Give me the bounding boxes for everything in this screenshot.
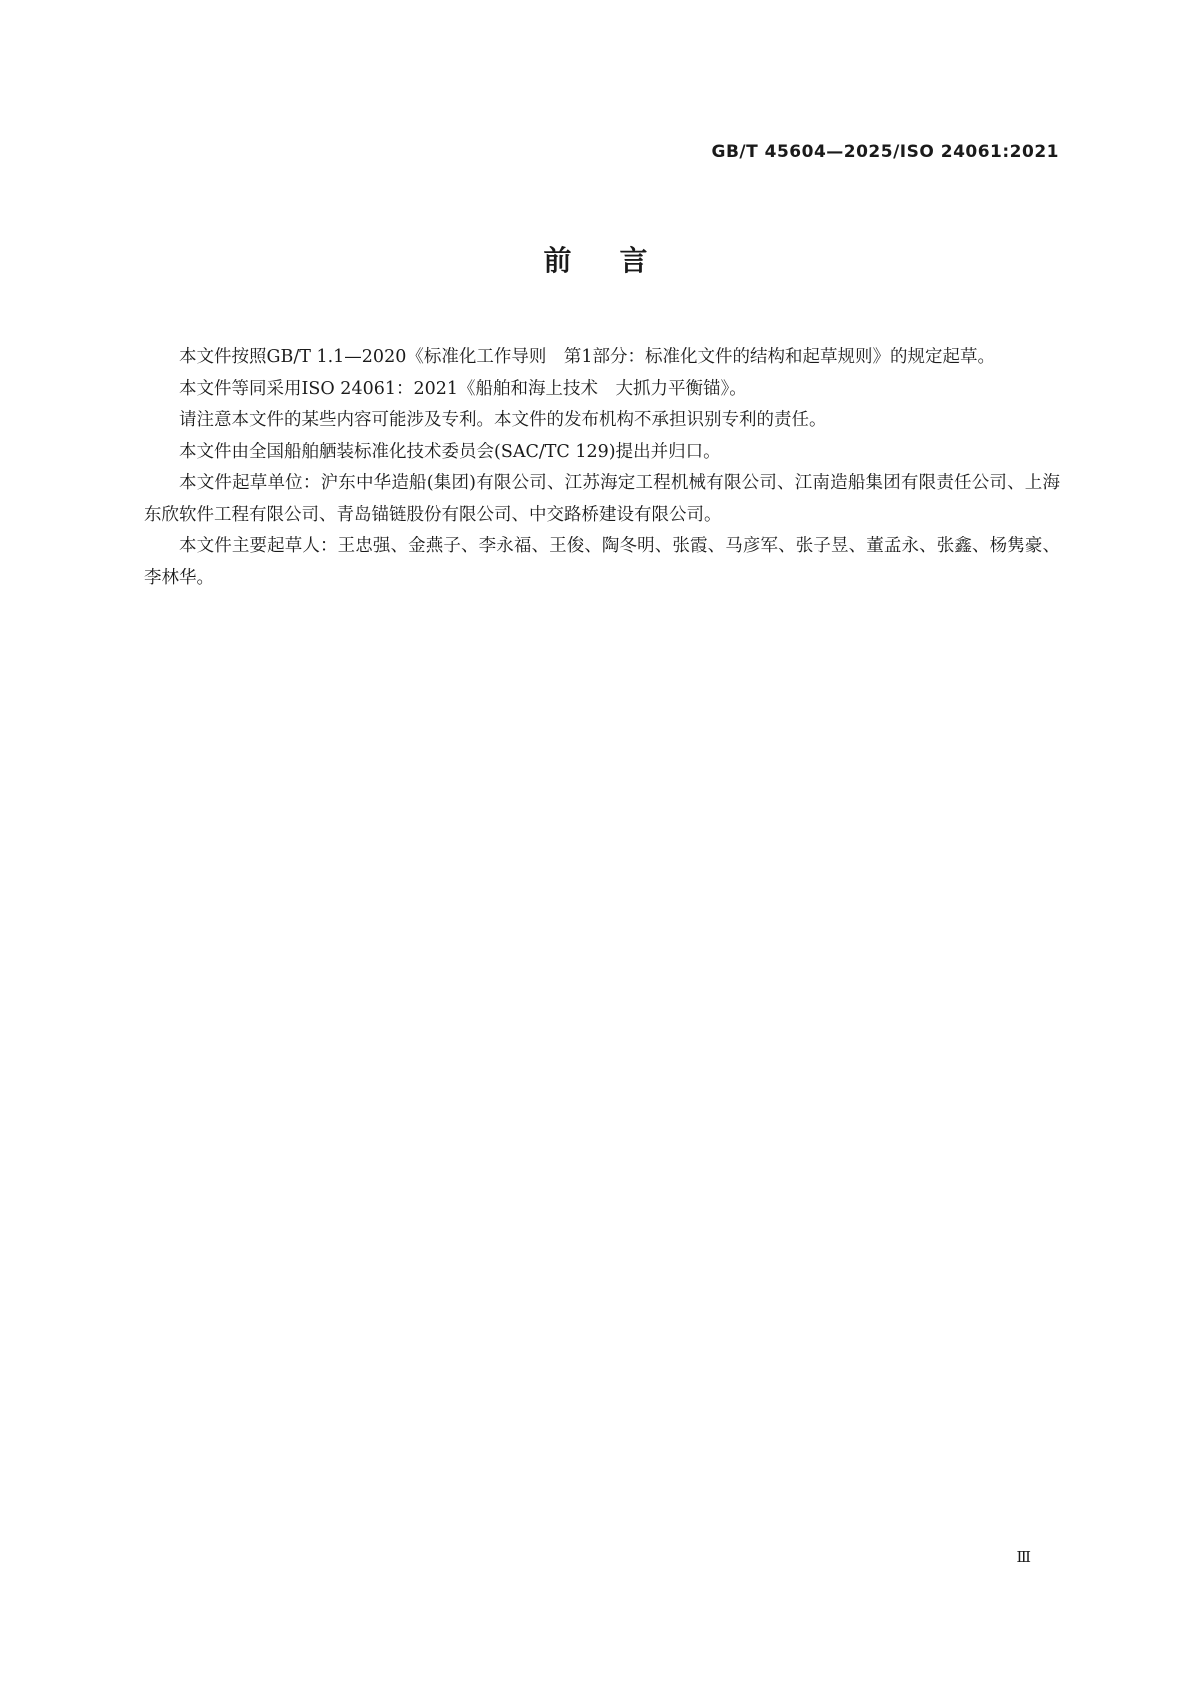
paragraph-adoption: 本文件等同采用ISO 24061：2021《船舶和海上技术 大抓力平衡锚》。 bbox=[179, 378, 747, 399]
paragraph-committee: 本文件由全国船舶舾装标准化技术委员会(SAC/TC 129)提出并归口。 bbox=[179, 441, 721, 462]
paragraph-drafting-units: 本文件起草单位：沪东中华造船(集团)有限公司、江苏海定工程机械有限公司、江南造船集团有限责任公司、上海东欣软件工程有限公司、青岛锚链股份有限公司、中交路桥建设有限公司。 bbox=[144, 473, 1060, 525]
standard-code: GB/T 45604—2025/ISO 24061:2021 bbox=[711, 142, 1059, 162]
paragraph-patent-notice: 请注意本文件的某些内容可能涉及专利。本文件的发布机构不承担识别专利的责任。 bbox=[179, 410, 827, 430]
paragraph-drafters: 本文件主要起草人：王忠强、金燕子、李永福、王俊、陶冬明、张霞、马彦军、张子昱、董孟永、张鑫、杨隽豪、李林华。 bbox=[144, 536, 1060, 588]
paragraph-drafting-rules: 本文件按照GB/T 1.1—2020《标准化工作导则 第1部分：标准化文件的结构和起草规则》的规定起草。 bbox=[179, 347, 995, 367]
page-number: Ⅲ bbox=[1016, 1548, 1031, 1566]
preface-body bbox=[144, 342, 1060, 594]
page-title: 前言 bbox=[543, 244, 696, 277]
